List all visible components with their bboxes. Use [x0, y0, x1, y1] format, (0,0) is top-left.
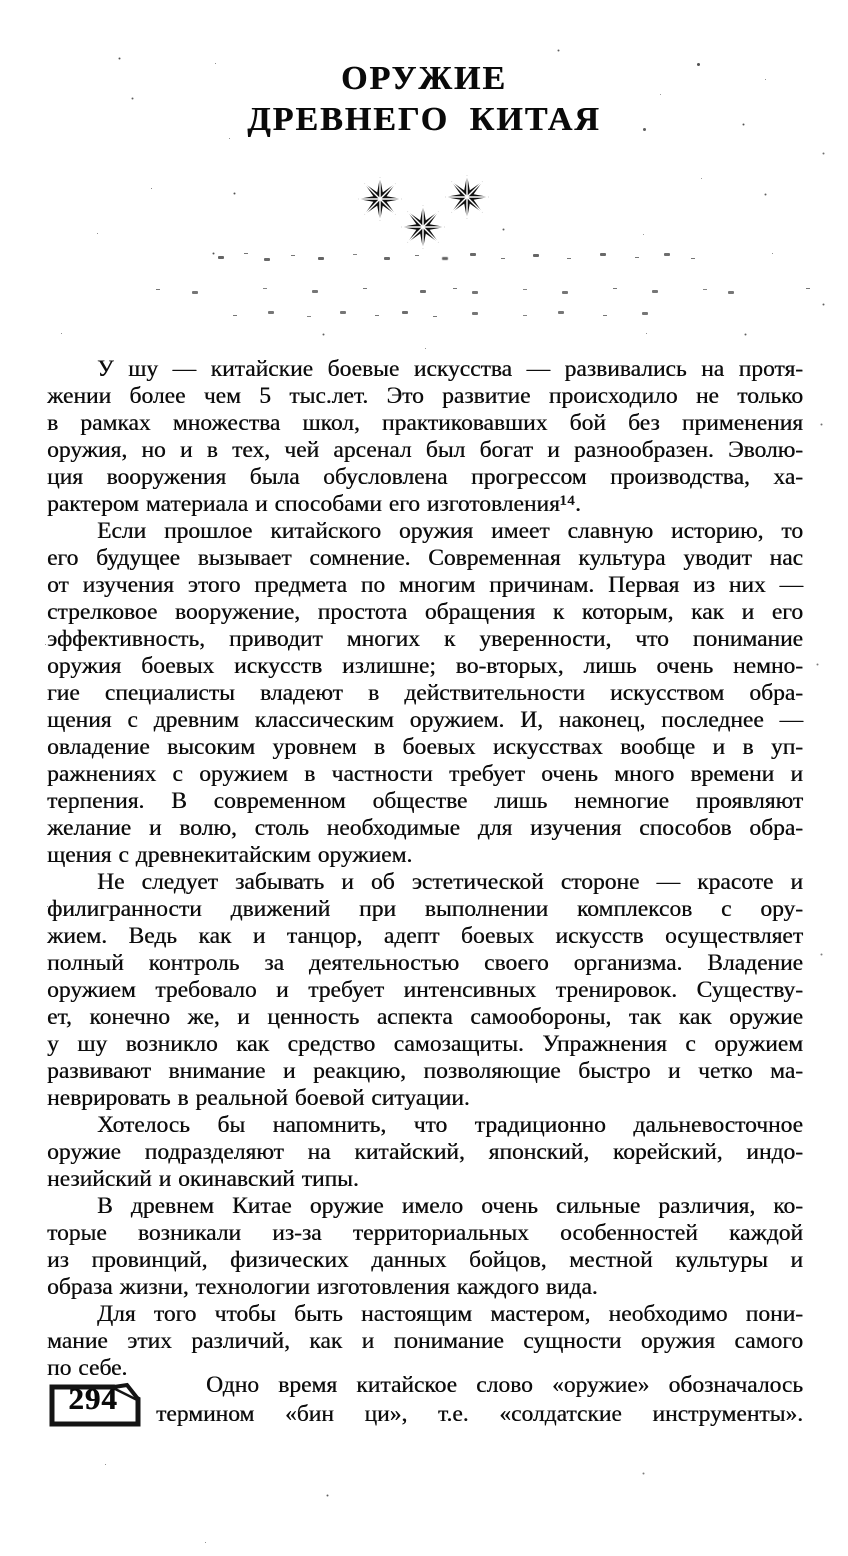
text-line: Для того чтобы быть настоящим мастером, необходимо пони- — [97, 1301, 803, 1327]
text-line: оружия, но и в тех, чей арсенал был богат и разнообразен. Эволю- — [47, 437, 803, 463]
paragraph — [47, 1112, 803, 1193]
text-line: от изучения этого предмета по многим причинам. Первая из них — — [47, 572, 803, 598]
title-line1: ОРУЖИЕ — [340, 60, 508, 97]
text-line: из провинций, физических данных бойцов, местной культуры и — [47, 1247, 803, 1273]
page-number-box — [48, 1380, 144, 1428]
paragraph — [47, 356, 803, 518]
text-line: жием. Ведь как и танцор, адепт боевых искусств осуществляет — [47, 923, 803, 949]
text-line: образа жизни, технологии изготовления каждого вида. — [47, 1274, 598, 1300]
eight-pointed-star-icon — [400, 204, 446, 250]
text-line: по себе. — [47, 1355, 128, 1381]
eight-pointed-star-icon — [357, 176, 403, 222]
text-line: У шу — китайские боевые искусства — развивались на протя- — [97, 356, 803, 382]
text-line: ет, конечно же, и ценность аспекта самообороны, так как оружие — [47, 1004, 803, 1030]
text-line: у шу возникло как средство самозащиты. Упражнения с оружием — [47, 1031, 803, 1057]
text-line: неврировать в реальной боевой ситуации. — [47, 1085, 470, 1111]
text-line: жении более чем 5 тыс.лет. Это развитие происходило не только — [47, 383, 803, 409]
text-line: В древнем Китае оружие имело очень сильные различия, ко- — [97, 1193, 803, 1219]
page-number: 294 — [68, 1381, 118, 1416]
footer-paragraph — [47, 1371, 803, 1428]
text-line: оружия боевых искусств излишне; во-вторых, лишь очень немно- — [47, 653, 803, 679]
text-line: стрелковое вооружение, простота обращения к которым, как и его — [47, 599, 803, 625]
text-line: в рамках множества школ, практиковавших бой без применения — [47, 410, 803, 436]
text-line: развивают внимание и реакцию, позволяющие быстро и четко ма- — [47, 1058, 803, 1084]
text-line: оружием требовало и требует интенсивных тренировок. Существу- — [47, 977, 803, 1003]
text-line: оружие подразделяют на китайский, японский, корейский, индо- — [47, 1139, 803, 1165]
text-line: щения с древним классическим оружием. И, наконец, последнее — — [47, 707, 803, 733]
text-line: ражнениях с оружием в частности требует очень много времени и — [47, 761, 803, 787]
text-line: ция вооружения была обусловлена прогрессом производства, ха- — [47, 464, 803, 490]
text-line: гие специалисты владеют в действительности искусством обра- — [47, 680, 803, 706]
body-text — [47, 356, 803, 1382]
paragraph — [47, 1301, 803, 1382]
text-line: филигранности движений при выполнении комплексов с ору- — [47, 896, 803, 922]
text-line: полный контроль за деятельностью своего организма. Владение — [47, 950, 803, 976]
paragraph — [47, 518, 803, 869]
page-title — [0, 58, 848, 140]
text-line: рактером материала и способами его изготовления¹⁴. — [47, 491, 581, 517]
paragraph — [47, 869, 803, 1112]
scan-noise-smudges — [0, 0, 6, 3]
text-line: Одно время китайское слово «оружие» обозначалось — [206, 1372, 803, 1398]
text-line: его будущее вызывает сомнение. Современная культура уводит нас — [47, 545, 803, 571]
text-line: терпения. В современном обществе лишь немногие проявляют — [47, 788, 803, 814]
text-line: торые возникали из-за территориальных особенностей каждой — [47, 1220, 803, 1246]
text-line: щения с древнекитайским оружием. — [47, 842, 413, 868]
paragraphs-container — [47, 356, 803, 1382]
footer-row — [47, 1371, 803, 1428]
text-line: Хотелось бы напомнить, что традиционно дальневосточное — [97, 1112, 803, 1138]
text-line: незийский и окинавский типы. — [47, 1166, 359, 1192]
title-line2: ДРЕВНЕГО КИТАЯ — [247, 101, 601, 138]
paragraph — [47, 1193, 803, 1301]
scan-noise-dots — [0, 0, 3, 3]
text-line: эффективность, приводит многих к уверенности, что понимание — [47, 626, 803, 652]
text-line: Не следует забывать и об эстетической стороне — красоте и — [97, 869, 803, 895]
text-line: желание и волю, столь необходимые для изучения способов обра- — [47, 815, 803, 841]
eight-pointed-star-icon — [444, 174, 490, 220]
text-line: Если прошлое китайского оружия имеет славную историю, то — [97, 518, 803, 544]
text-line: термином «бин ци», т.е. «солдатские инструменты». — [156, 1400, 803, 1427]
text-line: мание этих различий, как и понимание сущности оружия самого — [47, 1328, 803, 1354]
text-line: овладение высоким уровнем в боевых искусствах вообще и в уп- — [47, 734, 803, 760]
